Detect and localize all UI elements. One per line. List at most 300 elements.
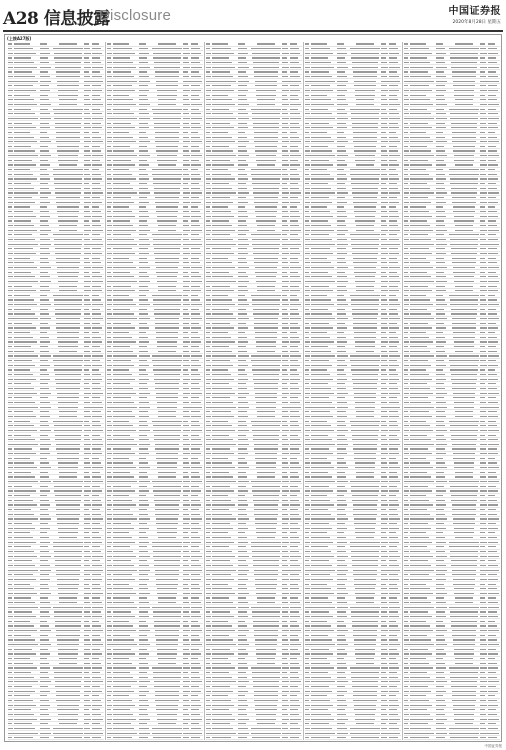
table-cell [183,135,191,139]
text-line-placeholder [92,453,102,454]
text-line-placeholder [113,486,131,487]
table-cell [151,601,183,605]
table-cell [139,424,151,428]
table-cell [212,126,238,130]
table-cell [113,522,139,526]
table-cell [52,51,84,55]
table-cell [191,494,203,498]
table-cell [183,559,191,563]
table-cell [282,112,290,116]
text-line-placeholder [153,57,181,58]
text-line-placeholder [156,458,178,459]
table-cell [191,177,203,181]
text-line-placeholder [257,164,275,165]
text-line-placeholder [155,327,178,328]
text-line-placeholder [238,262,247,263]
text-line-placeholder [157,528,177,529]
text-line-placeholder [113,728,134,729]
table-cell [113,433,139,437]
text-line-placeholder [157,402,177,403]
text-line-placeholder [14,57,31,58]
text-line-placeholder [107,188,112,189]
text-line-placeholder [251,360,280,361]
table-cell [14,130,40,134]
table-cell [139,270,151,274]
table-cell [151,484,183,488]
table-cell [14,84,40,88]
text-line-placeholder [206,127,211,128]
table-cell [52,340,84,344]
text-line-placeholder [183,607,190,608]
text-line-placeholder [92,323,100,324]
table-cell [151,708,183,712]
table-cell [84,270,92,274]
text-line-placeholder [107,290,112,291]
table-cell [139,694,151,698]
table-cell [151,657,183,661]
table-cell [250,56,282,60]
text-line-placeholder [155,570,179,571]
table-cell [191,456,203,460]
text-line-placeholder [290,416,300,417]
table-cell [92,564,104,568]
table-cell [151,605,183,609]
table-cell [139,298,151,302]
table-cell [212,345,238,349]
text-line-placeholder [14,411,33,412]
table-cell [84,163,92,167]
text-line-placeholder [8,397,12,398]
text-line-placeholder [54,53,82,54]
table-cell [183,56,191,60]
table-cell [14,405,40,409]
table-cell [92,135,104,139]
text-line-placeholder [139,132,146,133]
text-line-placeholder [282,155,289,156]
table-cell [113,461,139,465]
text-line-placeholder [183,574,189,575]
table-cell [250,261,282,265]
table-cell [14,307,40,311]
text-line-placeholder [107,495,111,496]
text-line-placeholder [252,239,280,240]
table-cell [84,345,92,349]
table-column [7,42,105,740]
text-line-placeholder [84,220,89,221]
text-line-placeholder [191,439,201,440]
table-cell [52,438,84,442]
table-cell [113,61,139,65]
table-cell [139,647,151,651]
text-line-placeholder [290,421,298,422]
text-line-placeholder [84,327,91,328]
text-line-placeholder [212,57,229,58]
text-line-placeholder [92,104,103,105]
text-line-placeholder [191,565,201,566]
table-cell [92,517,104,521]
text-line-placeholder [282,234,287,235]
text-line-placeholder [191,155,202,156]
text-line-placeholder [139,332,146,333]
table-cell [151,359,183,363]
text-line-placeholder [40,537,49,538]
table-cell [238,158,250,162]
text-line-placeholder [8,635,12,636]
text-line-placeholder [212,430,235,431]
table-cell [191,317,203,321]
table-cell [92,233,104,237]
text-line-placeholder [212,188,232,189]
table-cell [92,75,104,79]
text-line-placeholder [139,299,148,300]
table-cell [40,517,52,521]
text-line-placeholder [206,430,211,431]
table-cell [84,326,92,330]
table-cell [250,373,282,377]
text-line-placeholder [84,439,90,440]
text-line-placeholder [84,672,89,673]
text-line-placeholder [107,43,111,44]
table-cell [191,79,203,83]
text-line-placeholder [107,663,111,664]
text-line-placeholder [113,393,136,394]
table-cell [183,79,191,83]
text-line-placeholder [238,244,249,245]
text-line-placeholder [139,700,148,701]
table-cell [282,177,290,181]
table-cell [52,219,84,223]
text-line-placeholder [57,272,79,273]
table-cell [139,293,151,297]
table-cell [113,582,139,586]
table-cell [113,228,139,232]
text-line-placeholder [40,458,47,459]
text-line-placeholder [191,216,201,217]
table-cell [183,144,191,148]
table-cell [14,433,40,437]
text-line-placeholder [290,81,301,82]
text-line-placeholder [139,383,147,384]
table-cell [113,266,139,270]
text-line-placeholder [92,379,102,380]
text-line-placeholder [290,160,298,161]
text-line-placeholder [152,546,181,547]
text-line-placeholder [113,299,133,300]
text-line-placeholder [253,253,279,254]
text-line-placeholder [14,150,35,151]
text-line-placeholder [92,141,103,142]
text-line-placeholder [84,714,90,715]
text-line-placeholder [290,402,300,403]
table-cell [40,349,52,353]
table-cell [238,261,250,265]
table-cell [40,284,52,288]
text-line-placeholder [14,551,34,552]
table-cell [139,130,151,134]
table-cell [212,61,238,65]
table-cell [191,713,203,717]
table-cell [139,121,151,125]
table-cell [52,731,84,735]
table-cell [52,424,84,428]
text-line-placeholder [107,160,111,161]
text-line-placeholder [8,299,13,300]
table-cell [84,554,92,558]
table-cell [52,540,84,544]
text-line-placeholder [191,113,201,114]
table-cell [151,112,183,116]
text-line-placeholder [212,146,229,147]
table-cell [250,117,282,121]
text-line-placeholder [113,532,129,533]
text-line-placeholder [55,248,82,249]
table-cell [183,545,191,549]
text-line-placeholder [54,183,81,184]
text-line-placeholder [107,253,112,254]
text-line-placeholder [8,705,13,706]
table-cell [191,652,203,656]
text-line-placeholder [153,611,181,612]
table-cell [151,671,183,675]
table-cell [250,238,282,242]
text-line-placeholder [14,523,32,524]
text-line-placeholder [56,132,81,133]
text-line-placeholder [8,192,13,193]
table-cell [191,559,203,563]
text-line-placeholder [212,258,228,259]
text-line-placeholder [155,635,179,636]
table-cell [151,303,183,307]
table-cell [183,238,191,242]
text-line-placeholder [212,416,234,417]
text-line-placeholder [40,272,48,273]
text-line-placeholder [139,509,147,510]
table-cell [52,591,84,595]
text-line-placeholder [54,304,82,305]
text-line-placeholder [107,532,111,533]
text-line-placeholder [212,267,235,268]
text-line-placeholder [8,160,12,161]
text-line-placeholder [14,230,37,231]
text-line-placeholder [290,225,299,226]
text-line-placeholder [113,672,130,673]
text-line-placeholder [113,123,131,124]
text-line-placeholder [153,490,181,491]
text-line-placeholder [92,188,101,189]
text-line-placeholder [92,691,102,692]
text-line-placeholder [40,104,51,105]
text-line-placeholder [282,425,288,426]
text-line-placeholder [84,611,90,612]
text-line-placeholder [191,425,200,426]
text-line-placeholder [14,621,30,622]
table-cell [212,303,238,307]
table-cell [238,354,250,358]
table-cell [191,144,203,148]
table-cell [84,298,92,302]
table-cell [191,680,203,684]
table-cell [238,331,250,335]
text-line-placeholder [290,323,298,324]
text-line-placeholder [139,318,150,319]
text-line-placeholder [14,118,38,119]
text-line-placeholder [290,290,300,291]
text-line-placeholder [84,109,89,110]
text-line-placeholder [139,369,146,370]
table-cell [84,661,92,665]
table-cell [84,135,92,139]
table-cell [84,112,92,116]
text-line-placeholder [183,546,188,547]
text-line-placeholder [92,597,100,598]
table-cell [191,619,203,623]
table-cell [92,168,104,172]
text-line-placeholder [55,313,81,314]
table-cell [52,512,84,516]
text-line-placeholder [8,649,12,650]
table-cell [282,424,290,428]
table-cell [191,233,203,237]
table-cell [151,428,183,432]
text-line-placeholder [14,509,31,510]
table-cell [92,666,104,670]
table-cell [84,615,92,619]
text-line-placeholder [183,644,190,645]
text-line-placeholder [54,490,82,491]
table-cell [40,671,52,675]
table-cell [250,75,282,79]
text-line-placeholder [107,625,112,626]
text-line-placeholder [107,621,111,622]
text-line-placeholder [92,137,101,138]
text-line-placeholder [139,155,150,156]
table-cell [282,228,290,232]
text-line-placeholder [139,67,150,68]
table-cell [84,587,92,591]
text-line-placeholder [212,421,228,422]
table-cell [290,107,302,111]
table-cell [92,242,104,246]
table-cell [183,107,191,111]
table-cell [151,191,183,195]
table-cell [92,279,104,283]
text-line-placeholder [107,425,112,426]
text-line-placeholder [84,341,91,342]
table-cell [92,107,104,111]
table-cell [212,419,238,423]
text-line-placeholder [84,150,90,151]
text-line-placeholder [191,383,199,384]
table-cell [139,163,151,167]
text-line-placeholder [113,537,132,538]
table-cell [84,466,92,470]
text-line-placeholder [14,211,33,212]
table-cell [183,591,191,595]
table-cell [212,321,238,325]
table-cell [84,242,92,246]
text-line-placeholder [107,570,113,571]
text-line-placeholder [113,57,130,58]
text-line-placeholder [206,332,210,333]
table-cell [282,242,290,246]
text-line-placeholder [14,276,35,277]
text-line-placeholder [40,90,50,91]
table-cell [84,391,92,395]
table-cell [151,447,183,451]
text-line-placeholder [113,365,134,366]
table-cell [92,307,104,311]
table-cell [92,42,104,46]
table-cell [151,200,183,204]
table-cell [191,526,203,530]
text-line-placeholder [212,99,232,100]
table-cell [84,312,92,316]
table-cell [151,424,183,428]
text-line-placeholder [55,439,81,440]
table-cell [238,266,250,270]
text-line-placeholder [40,62,49,63]
text-line-placeholder [254,71,279,72]
text-line-placeholder [253,374,279,375]
table-cell [40,363,52,367]
text-line-placeholder [183,286,189,287]
text-line-placeholder [92,178,102,179]
table-cell [212,177,238,181]
text-line-placeholder [92,113,102,114]
text-line-placeholder [139,141,150,142]
table-cell [183,610,191,614]
table-cell [151,489,183,493]
table-cell [113,289,139,293]
table-cell [113,205,139,209]
table-cell [14,326,40,330]
table-cell [139,652,151,656]
text-line-placeholder [8,453,13,454]
text-line-placeholder [212,337,231,338]
table-cell [191,736,203,740]
text-line-placeholder [139,635,147,636]
table-cell [282,270,290,274]
table-cell [183,694,191,698]
text-line-placeholder [139,621,146,622]
text-line-placeholder [8,383,12,384]
table-cell [113,368,139,372]
text-line-placeholder [113,160,131,161]
text-line-placeholder [238,169,245,170]
text-line-placeholder [139,43,146,44]
text-line-placeholder [92,495,99,496]
table-cell [84,307,92,311]
table-cell [139,368,151,372]
text-line-placeholder [257,351,275,352]
text-line-placeholder [191,369,198,370]
text-line-placeholder [92,183,100,184]
text-line-placeholder [84,76,90,77]
text-line-placeholder [113,216,135,217]
text-line-placeholder [14,546,31,547]
table-cell [290,200,302,204]
text-line-placeholder [107,309,111,310]
table-cell [183,382,191,386]
text-line-placeholder [282,397,287,398]
text-line-placeholder [107,341,112,342]
table-cell [183,447,191,451]
text-line-placeholder [257,225,276,226]
text-line-placeholder [8,500,12,501]
table-cell [183,117,191,121]
table-cell [14,112,40,116]
text-line-placeholder [84,183,89,184]
